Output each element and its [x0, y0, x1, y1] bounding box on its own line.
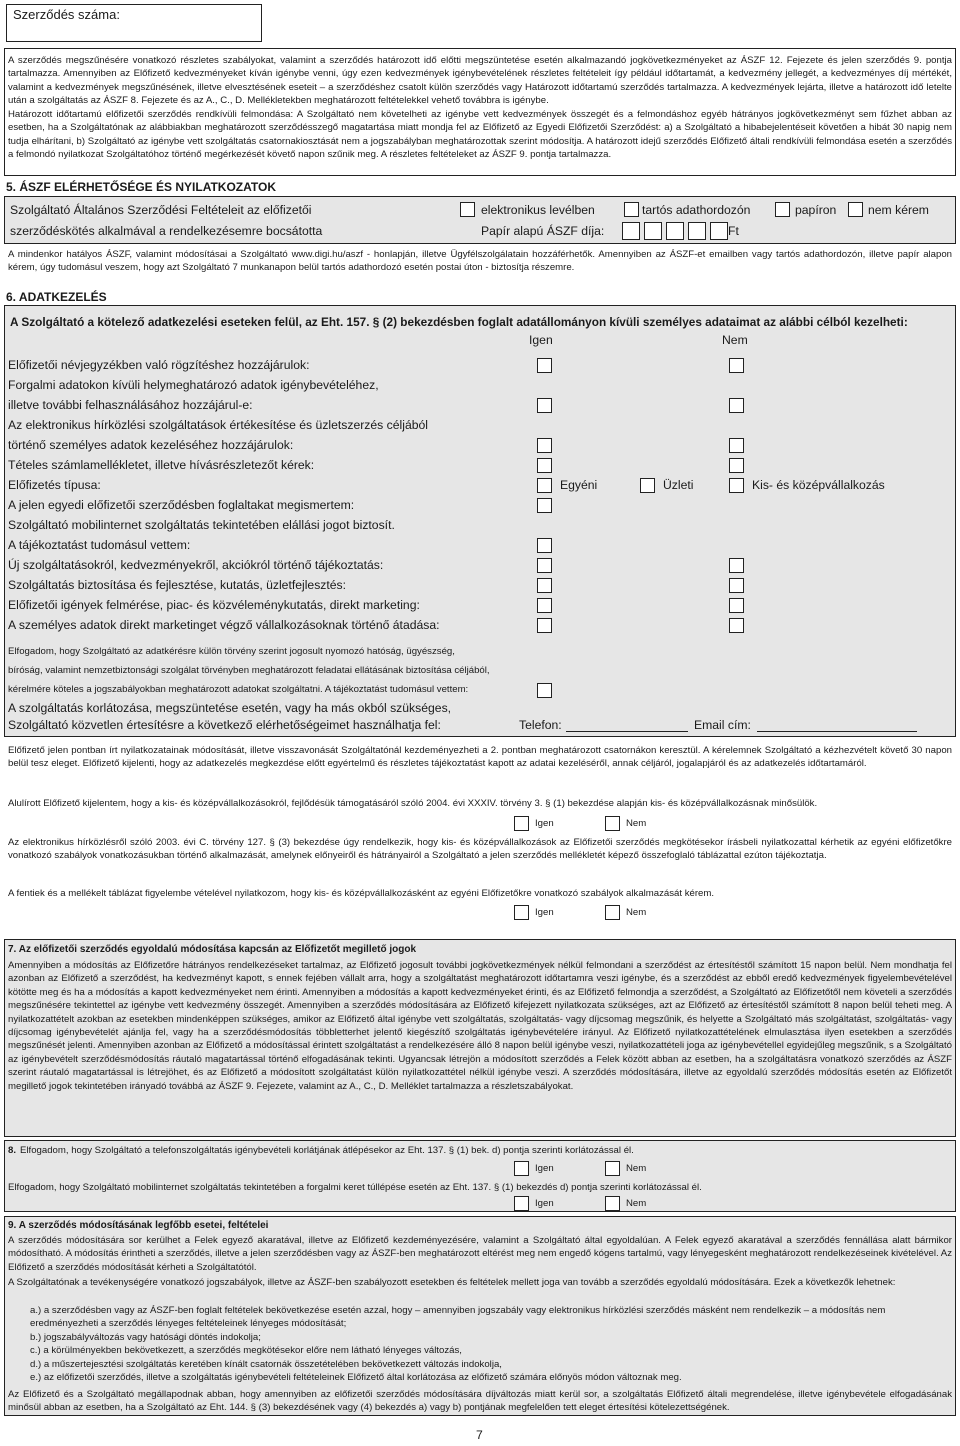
email-input[interactable]	[757, 731, 917, 732]
marketing-data-yes-checkbox[interactable]	[537, 438, 552, 453]
mobile-limit-no-checkbox[interactable]	[605, 1196, 620, 1211]
market-research-yes-checkbox[interactable]	[537, 598, 552, 613]
authority-text-line-1: Elfogadom, hogy Szolgáltató az adatkérésre külön törvény szerint jogosult nyomozó hatóság, ügyészség,	[8, 646, 455, 657]
durable-medium-option-label: tartós adathordozón	[642, 203, 751, 217]
sme-no-label: Nem	[626, 818, 647, 829]
section-8-number: 8.	[8, 1145, 17, 1156]
restriction-contact-line-2: Szolgáltató közvetlen értesítésre a következő elérhetőségeimet használhatja fel:	[8, 718, 441, 732]
withdrawal-right-label: Szolgáltató mobilinternet szolgáltatás tekintetében elállási jogot biztosít.	[8, 518, 395, 532]
table-yes-checkbox[interactable]	[514, 905, 529, 920]
location-data-label-1: Forgalmi adatokon kívüli helymeghatározó adatok igénybevételéhez,	[8, 378, 379, 392]
sme-no-checkbox[interactable]	[605, 816, 620, 831]
sme-yes-label: Igen	[535, 818, 554, 829]
phone-limit-no-label: Nem	[626, 1163, 647, 1174]
paper-fee-unit: Ft	[728, 224, 739, 238]
market-research-no-checkbox[interactable]	[729, 598, 744, 613]
new-services-no-checkbox[interactable]	[729, 558, 744, 573]
data-transfer-label: A személyes adatok direkt marketinget végző vállalkozásoknak történő átadása:	[8, 618, 440, 632]
type-individual-label: Egyéni	[560, 478, 598, 492]
location-yes-checkbox[interactable]	[537, 398, 552, 413]
modification-cases-list	[30, 1304, 945, 1384]
mobile-limit-yes-checkbox[interactable]	[514, 1196, 529, 1211]
itemized-bill-no-checkbox[interactable]	[729, 458, 744, 473]
service-development-yes-checkbox[interactable]	[537, 578, 552, 593]
list-item: a.) a szerződésben vagy az ÁSZF-ben foglalt feltételek bekövetkezése esetén azzal, hogy – amennyiben jogszabály vagy elektronikus hírközlési szerződés másként nem rendelkezik – a módosítás nem eredményezheti a szerződés lényeges feltételeinek lényeges módosítását;	[30, 1305, 886, 1330]
type-sme-checkbox[interactable]	[729, 478, 744, 493]
contract-acknowledged-label: A jelen egyedi előfizetői szerződésben foglaltakat megismertem:	[8, 498, 355, 512]
authority-text-line-3: kérelmére köteles a jogszabályokban meghatározott adatokat szolgáltatni. A tájékoztatást tudomásul vettem:	[8, 684, 469, 695]
phone-limit-text: Elfogadom, hogy Szolgáltató a telefonszolgáltatás igénybevételi korlátjának átlépésekor az Eht. 137. § (1) bek. d) pontja szerinti korlátozással él.	[20, 1145, 634, 1156]
service-development-no-checkbox[interactable]	[729, 578, 744, 593]
aszf-row-1-label: Szolgáltató Általános Szerződési Feltételeit az előfizetői	[10, 203, 312, 217]
page-number: 7	[476, 1428, 483, 1442]
contract-number-label: Szerződés száma:	[13, 7, 120, 22]
type-individual-checkbox[interactable]	[537, 478, 552, 493]
mobile-limit-no-label: Nem	[626, 1198, 647, 1209]
sme-yes-checkbox[interactable]	[514, 816, 529, 831]
column-yes-header: Igen	[529, 333, 553, 347]
table-declaration: A fentiek és a mellékelt táblázat figyelembe vételével nyilatkozom, hogy kis- és középvállalkozásként az egyéni Előfizetőkre vonatkozó szabályok alkalmazását kérem.	[8, 888, 715, 899]
marketing-data-no-checkbox[interactable]	[729, 438, 744, 453]
location-data-label-2: illetve további felhasználásához hozzájárul-e:	[8, 398, 253, 412]
paper-fee-digit-5[interactable]	[710, 222, 728, 240]
data-processing-subtitle: A Szolgáltató a kötelező adatkezelési eseteken felül, az Eht. 157. § (2) bekezdésben foglalt adatállományon kívüli személyes adataimat az alábbi célból kezelheti:	[10, 315, 908, 329]
phone-limit-yes-label: Igen	[535, 1163, 554, 1174]
modification-paragraph: Előfizető jelen pontban írt nyilatkozatainak módosítását, illetve visszavonását Szolgáltatónál kezdeményezheti a 2. pontban meghatározott csatornákon keresztül. A kérelemnek Szolgáltató a kézhezvételt követő 30 napon belül tesz eleget. Előfizető kijelenti, hogy az adatkezelés megkezdése előtt egyértelmű és részletes tájékoztatást kapott az adatai kezeléséről, annak céljáról, jogalapjáról és az adatkezelés időtartamáról.	[8, 745, 952, 770]
email-label: Email cím:	[694, 718, 751, 732]
phone-label: Telefon:	[519, 718, 562, 732]
section-9-paragraph-1: A szerződés módosítására sor kerülhet a Felek egyező akaratával, illetve az Előfizető kezdeményezésére, valamint a Szolgáltató által egyoldalúan. A Felek egyező akaratával a szerződés fennállása alatt bármikor módosítható. A módosítás érintheti a szerződés, illetve a jelen szerződésben vagy az ÁSZF-ben meghatározott eltérést meg nem engedő kógens tartalmú, vagy lényegesként meghatározott rendelkezéseinek kivételével. Az Előfizető a szerződés módosítását kérheti a Szolgáltatótól.	[8, 1235, 952, 1273]
list-item: d.) a műszertejesztési szolgáltatás keretében kínált csatornák összetételében bekövetkezett változás indokolja,	[30, 1358, 502, 1370]
aszf-row-2-label: szerződéskötés alkalmával a rendelkezésemre bocsátotta	[10, 224, 323, 238]
directory-yes-checkbox[interactable]	[537, 358, 552, 373]
itemized-bill-yes-checkbox[interactable]	[537, 458, 552, 473]
section-6-title: 6. ADATKEZELÉS	[6, 290, 107, 304]
eht-127-paragraph: Az elektronikus hírközlésről szóló 2003. évi C. törvény 127. § (3) bekezdése úgy rendelkezik, hogy kis- és középvállalkozások az Előfizetői szerződés megkötésekor írásbeli nyilatkozattal kérhetik az egyéni előfizetőkre vonatkozó szabályok vonatkozásukban történő alkalmazását, amelynek előnyeiről és hátrányairól a Szolgáltató a jelen szerződés mellékletét képező összefoglaló táblázattal ezúton tájékoztatja.	[8, 837, 952, 862]
paper-fee-digit-3[interactable]	[666, 222, 684, 240]
paper-fee-digit-4[interactable]	[688, 222, 706, 240]
authority-text-line-2: bíróság, valamint nemzetbiztonsági szolgálat törvényben meghatározott feladatai ellátásának biztosítása céljából,	[8, 665, 490, 676]
location-no-checkbox[interactable]	[729, 398, 744, 413]
contract-number-box[interactable]	[6, 4, 262, 42]
new-services-yes-checkbox[interactable]	[537, 558, 552, 573]
intro-paragraph-1: A szerződés megszűnésére vonatkozó részletes szabályokat, valamint a szerződés határozott idő előtti megszüntetése esetén alkalmazandó jogkövetkezményeket az ÁSZF 12. Fejezete és jelen szerződés 9. pontja tartalmazza. Amennyiben az Előfizető kedvezményeket kíván igénybe venni, úgy ezen kedvezmények igénybevételének részletes feltételeit így például időtartamát, a kedvezmény jellegét, a kedvezményes díj mértékét, valamint a kedvezmények megszűnésének, illetve elvesztésének eseteit – a szerződéshez csatolt külön szerződés vagy Határozott időtartamú szerződés tartalmazza. A kedvezmények lejárta, illetve a határozott idő letelte után a szolgáltatás az ÁSZF 8. Fejezete és az A., C., D. Mellékletekben meghatározott feltételekkel vehető továbbra is igénybe.	[8, 55, 952, 107]
paper-fee-digit-2[interactable]	[644, 222, 662, 240]
phone-limit-yes-checkbox[interactable]	[514, 1161, 529, 1176]
mobile-limit-yes-label: Igen	[535, 1198, 554, 1209]
intro-paragraph-2: Határozott időtartamú előfizetői szerződés rendkívüli felmondása: A Szolgáltató nem követelheti az igénybe vett kedvezmények összegét és a felmondáshoz egyéb hátrányos jogkövetkezményt sem fűzhet abban az esetben, ha a Szolgáltatónak az alábbiakban meghatározott szerződésszegő magatartása miatt mondja fel az Előfizető az Egyedi Előfizetői Szerződést: a) a Szolgáltató a hibabejelentéseit követően a hibát 30 napig nem tudja elhárítani, b) Szolgáltató az igénybe vett szolgáltatás csatornakiosztását nem a jogszabályban meghatározottak szerint módosítja. A határozott idejű szerződés Előfizető általi rendkívüli felmondása esetén a szerződés a felmondó nyilatkozat Szolgáltatóhoz történő megérkezését követő napon szűnik meg. A részletes feltételeket az ÁSZF 9. pontja tartalmazza.	[8, 109, 952, 161]
marketing-data-label-1: Az elektronikus hírközlési szolgáltatások értékesítése és üzletszerzés céljából	[8, 418, 428, 432]
list-item: e.) az előfizetői szerződés, illetve a szolgáltatás igénybevételi feltételeinek Előfizető által korlátozása az előfizető számára előnyös módon változnak meg.	[30, 1372, 682, 1384]
paper-fee-digit-1[interactable]	[622, 222, 640, 240]
table-no-label: Nem	[626, 907, 647, 918]
mobile-limit-text: Elfogadom, hogy Szolgáltató mobilinternet szolgáltatás tekintetében a forgalmi keret túllépése esetén az Eht. 137. § (1) bekezdés d) pontja szerinti korlátozással él.	[8, 1182, 702, 1193]
aszf-availability-note: A mindenkor hatályos ÁSZF, valamint módosításai a Szolgáltató www.digi.hu/aszf - honlapján, illetve Ügyfélszolgálatain hozzáférhetők. Amennyiben az ÁSZF-et emailben vagy tartós adathordozón, illetve papír alapon kérem, úgy tudomásul veszem, hogy azt Szolgáltató 7 munkanapon belül tartós adathordozó esetén postai úton - biztosítja részemre.	[8, 249, 952, 274]
service-development-label: Szolgáltatás biztosítása és fejlesztése, kutatás, üzletfejlesztés:	[8, 578, 347, 592]
not-requested-option-label: nem kérem	[868, 203, 929, 217]
type-business-checkbox[interactable]	[640, 478, 655, 493]
data-transfer-no-checkbox[interactable]	[729, 618, 744, 633]
paper-fee-label: Papír alapú ÁSZF díja:	[481, 224, 605, 238]
durable-medium-checkbox[interactable]	[624, 202, 639, 217]
type-business-label: Üzleti	[663, 478, 694, 492]
table-yes-label: Igen	[535, 907, 554, 918]
email-checkbox[interactable]	[460, 202, 475, 217]
contract-acknowledged-checkbox[interactable]	[537, 498, 552, 513]
section-7-text: Amennyiben a módosítás az Előfizetőre hátrányos rendelkezéseket tartalmaz, az Előfizető jogosult további jogkövetkezmények nélkül felmondani a szerződést az értesítéstől számított 15 napon belül. Nem mondhatja fel azonban az Előfizető a szerződést, ha kedvezményt kapott, s ennek fejében vállalt arra, hogy a szolgáltatást meghatározott időtartamra veszi igénybe, és a szerződést az ebből eredő kedvezmények figyelembevételével kötötte meg és ha a módosítás a kapott kedvezményeket nem érinti. Amennyiben a módosítás a kapott kedvezményeket érinti, és az Előfizető felmondja a szerződést, a Szolgáltató az Előfizetőtől nem követeli a szerződés megszűnésére tekintettel az igénybe vett kedvezmény összegét. Amennyiben a szerződés módosítására az Előfizető kifejezett nyilatkozata szükséges, azt az Előfizető az értesítéstől számított 8 napon belül teheti meg. A nyilatkozattételt azokban az esetekben mindenképpen szükséges, amikor az Előfizető által igénybe vett szolgáltatás, szolgáltatás- vagy díjcsomag megszűnik, és helyette a Szolgáltató más szolgáltatást, szolgáltatás- vagy díjcsomag igénybevételét ajánlja fel, vagy ha a szerződésmódosítás többletterhet jelentő kiegészítő szolgáltatás igénybevételére irányul. Az Előfizető nyilatkozattételének elmulasztása ilyen esetekben a szerződés megszűnését jelenti. Amennyiben azonban az Előfizető a módosítással érintett szolgáltatást a rendelkezésére álló 8 napon belül igénybe veszi, nyilatkozattételi joga az igénybevétellel egyidejűleg megszűnik, s a Szolgáltató az igénybevételt szerződésmódosítás ráutaló magatartással történő elfogadásának tekinti. Ugyancsak létrejön a módosított szerződés a Felek között abban az esetben, ha a szolgáltatásra vonatkozó szerződés az ÁSZF szerint ráutaló magatartással is létrejöhet, és az Előfizető a módosított szolgáltatást külön nyilatkozattétel nélkül igénybe veszi. A szerződés módosítására, illetve az egyoldalú szerződés módosítás esetén az Előfizetőt megillető jogok tekintetében irányadó továbbá az ÁSZF 9. Fejezete, valamint az A., C., D. Melléklet tartalmazza a részletszabályokat.	[8, 960, 952, 1092]
authority-acknowledged-checkbox[interactable]	[537, 683, 552, 698]
section-5-title: 5. ÁSZF ELÉRHETŐSÉGE ÉS NYILATKOZATOK	[6, 180, 277, 194]
phone-limit-no-checkbox[interactable]	[605, 1161, 620, 1176]
type-sme-label: Kis- és középvállalkozás	[752, 478, 885, 492]
section-9-title: 9. A szerződés módosításának legfőbb esetei, feltételei	[8, 1220, 269, 1231]
not-requested-checkbox[interactable]	[848, 202, 863, 217]
market-research-label: Előfizetői igények felmérése, piac- és közvéleménykutatás, direkt marketing:	[8, 598, 420, 612]
sme-declaration: Alulírott Előfizető kijelentem, hogy a kis- és középvállalkozásokról, fejlődésük támogatásáról szóló 2004. évi XXXIV. törvény 3. § (1) bekezdése alapján kis- és középvállalkozásnak minősülök.	[8, 798, 818, 809]
restriction-contact-line-1: A szolgáltatás korlátozása, megszüntetése esetén, vagy ha más okból szükséges,	[8, 701, 452, 715]
directory-consent-label: Előfizetői névjegyzékben való rögzítéshez hozzájárulok:	[8, 358, 310, 372]
new-services-info-label: Új szolgáltatásokról, kedvezményekről, akciókról történő tájékoztatás:	[8, 558, 384, 572]
subscription-type-label: Előfizetés típusa:	[8, 478, 101, 492]
marketing-data-label-2: történő személyes adatok kezeléséhez hozzájárulok:	[8, 438, 294, 452]
list-item: b.) jogszabályváltozás vagy hatósági döntés indokolja;	[30, 1331, 261, 1343]
directory-no-checkbox[interactable]	[729, 358, 744, 373]
itemized-bill-label: Tételes számlamellékletet, illetve hívásrészletezőt kérek:	[8, 458, 315, 472]
list-item: c.) a körülményekben bekövetkezett, a szerződés megkötésekor előre nem látható lényeges változás,	[30, 1345, 462, 1357]
email-option-label: elektronikus levélben	[481, 203, 595, 217]
column-no-header: Nem	[722, 333, 748, 347]
paper-option-label: papíron	[795, 203, 837, 217]
section-9-paragraph-3: Az Előfizető és a Szolgáltató megállapodnak abban, hogy amennyiben az előfizetői szerződés módosítására díjváltozás miatt kerül sor, a szolgáltatás Előfizető általi megrendelése, illetve igénybevétele elfogadásának minősül abban az esetben, ha a Szolgáltató az Eht. 144. § (3) bekezdésének vagy (4) bekezdés a) vagy b) pontjának megfelelően tett eleget értesítési kötelezettségének.	[8, 1389, 952, 1414]
phone-input[interactable]	[566, 731, 688, 732]
info-acknowledged-label: A tájékoztatást tudomásul vettem:	[8, 538, 191, 552]
table-no-checkbox[interactable]	[605, 905, 620, 920]
info-acknowledged-checkbox[interactable]	[537, 538, 552, 553]
paper-checkbox[interactable]	[775, 202, 790, 217]
section-9-paragraph-2: A Szolgáltatónak a tevékenységére vonatkozó jogszabályok, illetve az ÁSZF-ben szabályozott esetekben és feltételek mellett joga van tovább a szerződés egyoldalú módosítására. Ezek a következők lehetnek:	[8, 1277, 896, 1288]
data-transfer-yes-checkbox[interactable]	[537, 618, 552, 633]
section-7-title: 7. Az előfizetői szerződés egyoldalú módosítása kapcsán az Előfizetőt megillető jogok	[8, 944, 417, 955]
